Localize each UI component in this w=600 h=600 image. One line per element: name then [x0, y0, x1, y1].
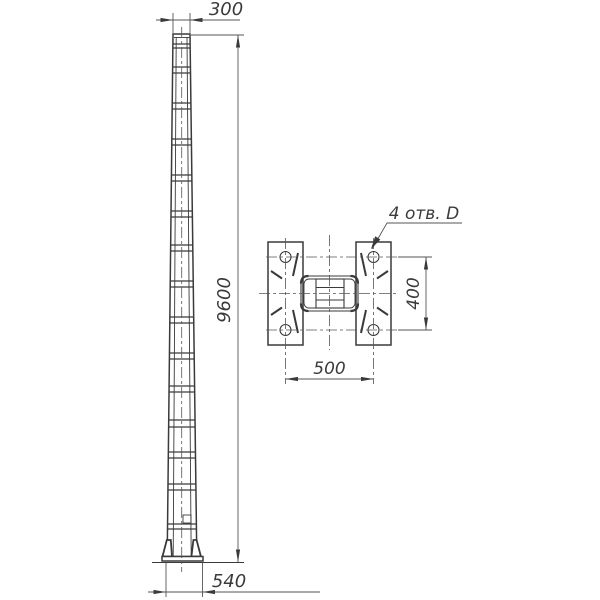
base-gusset-right — [191, 540, 201, 557]
dim-bolt-spacing-x-label: 500 — [313, 359, 346, 379]
dimension-bolt-spacing-y — [398, 257, 432, 330]
dimension-top-width — [156, 0, 243, 33]
dimension-height — [191, 35, 244, 562]
base-plate — [162, 557, 203, 562]
collar-corner-arc-tr — [351, 276, 359, 284]
dim-height-label: 9600 — [214, 277, 235, 323]
collar-corner-arc-bl — [301, 304, 309, 312]
base-gusset-left — [163, 540, 173, 557]
dim-base-width-label: 540 — [211, 571, 247, 592]
dimension-base-width — [148, 563, 320, 597]
plan-view — [259, 204, 462, 384]
dim-bolt-spacing-y-label: 400 — [404, 277, 424, 310]
holes-note-label: 4 отв. D — [388, 204, 460, 224]
collar-corner-arc-tl — [301, 276, 309, 284]
collar-corner-arc-br — [351, 304, 359, 312]
dim-top-width-label: 300 — [208, 0, 244, 20]
dimension-bolt-spacing-x — [286, 359, 374, 381]
